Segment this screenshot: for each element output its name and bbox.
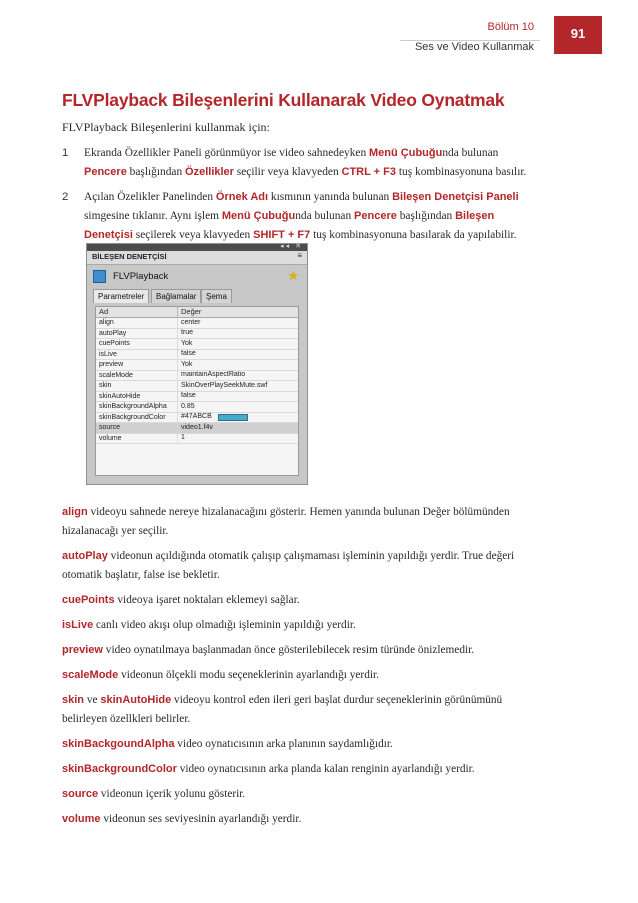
panel-tabs	[93, 289, 307, 303]
step-text-part: başlığından	[396, 210, 456, 222]
param-name: source	[96, 423, 178, 433]
description-keyword: skinBackgoundAlpha	[62, 738, 175, 750]
step-text-part: nda bulunan	[442, 147, 499, 159]
panel-menu-icon[interactable]: ≡	[297, 251, 302, 260]
param-value[interactable]: false	[181, 350, 196, 358]
step-text-part: tuş kombinasyonuna basılarak da yapılabilir.	[310, 229, 517, 241]
step-highlight: Örnek Adı	[215, 191, 269, 203]
step-highlight: Pencere	[354, 210, 397, 222]
description-item	[62, 616, 550, 635]
step-text-part: tuş kombinasyonuna basılır.	[396, 166, 527, 178]
column-header-value: Değer	[181, 307, 202, 316]
description-item	[62, 547, 550, 585]
chapter-subtitle: Ses ve Video Kullanmak	[414, 41, 534, 53]
description-keyword: skinBackgroundColor	[62, 763, 177, 775]
param-value[interactable]: true	[181, 329, 194, 337]
section-title: FLVPlayback Bileşenlerini Kullanarak Video Oynatmak	[62, 90, 505, 110]
description-keyword: skin	[62, 694, 85, 706]
param-name: skinBackgroundAlpha	[96, 402, 178, 412]
color-swatch[interactable]	[218, 414, 248, 421]
header-divider	[400, 40, 540, 41]
param-value[interactable]: maintainAspectRatio	[181, 371, 246, 379]
step-text-part: başlığından	[126, 166, 186, 178]
step-highlight: Özellikler	[185, 166, 234, 178]
step-number: 2	[62, 191, 69, 203]
step-highlight: SHIFT + F7	[253, 229, 311, 241]
param-name: autoPlay	[96, 329, 178, 339]
description-item	[62, 641, 550, 660]
step-item	[62, 188, 542, 245]
description-item	[62, 735, 550, 754]
param-name: skinBackgroundColor	[96, 413, 178, 423]
description-text: videoyu sahnede nereye hizalanacağını gösterir. Hemen yanında bulunan Değer bölümünden hizalanacağı yer seçilir.	[62, 506, 510, 537]
description-item	[62, 591, 550, 610]
param-value[interactable]: false	[181, 392, 196, 400]
description-keyword: align	[62, 506, 88, 518]
table-row[interactable]	[96, 371, 298, 382]
step-highlight: Bileşen Denetçisi Paneli	[392, 191, 519, 203]
param-value[interactable]: video1.f4v	[181, 423, 213, 431]
table-row[interactable]	[96, 381, 298, 392]
tab-parameters[interactable]: Parametreler	[93, 289, 149, 303]
step-text-part: simgesine tıklanır. Aynı işlem	[84, 210, 222, 222]
component-name: FLVPlayback	[113, 271, 169, 282]
description-text: video oynatıcısının arka planda kalan renginin ayarlandığı yerdir.	[176, 763, 475, 775]
description-text: videonun ölçekli modu seçeneklerinin ayarlandığı yerdir.	[118, 669, 379, 681]
step-highlight: Bileşen Denetçisi	[84, 210, 495, 241]
table-row[interactable]	[96, 402, 298, 413]
table-row[interactable]	[96, 339, 298, 350]
step-highlight: Menü Çubuğu	[221, 210, 296, 222]
description-keyword: autoPlay	[62, 550, 108, 562]
step-number: 1	[62, 147, 69, 159]
param-value[interactable]: SkinOverPlaySeekMute.swf	[181, 381, 268, 389]
param-value[interactable]: 0.85	[181, 402, 195, 410]
param-value[interactable]: Yok	[181, 339, 193, 347]
description-item	[62, 691, 550, 729]
step-text-part: seçilir veya klavyeden	[233, 166, 342, 178]
step-text-part: Açılan Özelikler Panelinden	[84, 191, 216, 203]
page-number: 91	[554, 16, 602, 54]
description-text: videonun ses seviyesinin ayarlandığı yerdir.	[100, 813, 302, 825]
step-highlight: Pencere	[84, 166, 127, 178]
param-value[interactable]	[178, 413, 298, 423]
steps-list	[62, 144, 542, 251]
description-item	[62, 810, 550, 829]
help-icon[interactable]: ★	[287, 268, 299, 283]
step-item	[62, 144, 542, 182]
panel-title: BİLEŞEN DENETÇİSİ	[92, 252, 167, 261]
param-name: skin	[96, 381, 178, 391]
param-name: volume	[96, 434, 178, 444]
description-text: canlı video akışı olup olmadığı işleminin yapıldığı yerdir.	[93, 619, 356, 631]
component-inspector-panel	[86, 243, 308, 485]
table-row[interactable]	[96, 434, 298, 445]
description-keyword: skinAutoHide	[100, 694, 172, 706]
table-header	[96, 307, 298, 318]
column-header-name: Ad	[96, 307, 178, 317]
step-text	[84, 188, 542, 245]
collapse-icon[interactable]: ◂◂ ✕	[280, 243, 303, 250]
step-text-part: seçilerek veya klavyeden	[132, 229, 254, 241]
param-name: preview	[96, 360, 178, 370]
table-row[interactable]	[96, 318, 298, 329]
description-keyword: scaleMode	[62, 669, 119, 681]
param-value[interactable]: Yok	[181, 360, 193, 368]
component-icon	[93, 270, 106, 283]
description-keyword: volume	[62, 813, 101, 825]
step-text-part: Ekranda Özellikler Paneli görünmüyor ise video sahnedeyken	[84, 147, 369, 159]
parameters-table	[95, 306, 299, 476]
step-text	[84, 144, 542, 182]
description-text: video oynatıcısının arka planının saydamlığıdır.	[174, 738, 393, 750]
description-connector: ve	[84, 694, 101, 706]
description-keyword: preview	[62, 644, 103, 656]
intro-text: FLVPlayback Bileşenlerini kullanmak için:	[62, 120, 270, 134]
step-text-part: nda bulunan	[295, 210, 355, 222]
step-text-part: kısmının yanında bulunan	[268, 191, 393, 203]
param-name: align	[96, 318, 178, 328]
description-item	[62, 503, 550, 541]
panel-titlebar	[87, 251, 307, 265]
panel-topbar	[87, 244, 307, 251]
param-value[interactable]: 1	[181, 434, 185, 442]
description-keyword: isLive	[62, 619, 94, 631]
param-name: scaleMode	[96, 371, 178, 381]
description-text: videonun açıldığında otomatik çalışıp çalışmaması işleminin yapıldığı yerdir. True değeri otomatik başlatır, false ise bekletir.	[62, 550, 515, 581]
description-item	[62, 785, 550, 804]
table-row[interactable]	[96, 350, 298, 361]
tab-schema[interactable]: Şema	[201, 289, 232, 303]
param-value[interactable]: center	[181, 318, 201, 326]
component-header	[87, 265, 307, 289]
step-highlight: Menü Çubuğu	[369, 147, 443, 159]
description-item	[62, 666, 550, 685]
table-row[interactable]	[96, 423, 298, 434]
param-name: isLive	[96, 350, 178, 360]
description-item	[62, 760, 550, 779]
description-text: videoyu kontrol eden ileri geri başlat durdur seçeneklerinin görünümünü belirleyen özellkleri belirler.	[62, 694, 503, 725]
param-name: skinAutoHide	[96, 392, 178, 402]
table-row[interactable]	[96, 413, 298, 424]
parameter-descriptions	[62, 503, 550, 835]
description-text: videoya işaret noktaları eklemeyi sağlar.	[114, 594, 300, 606]
tab-bindings[interactable]: Bağlamalar	[151, 289, 201, 303]
table-row[interactable]	[96, 392, 298, 403]
description-text: video oynatılmaya başlanmadan önce gösterilebilecek resim türünde önizlemedir.	[102, 644, 475, 656]
table-row[interactable]	[96, 360, 298, 371]
description-keyword: source	[62, 788, 99, 800]
running-header	[415, 20, 534, 54]
description-text: videonun içerik yolunu gösterir.	[98, 788, 246, 800]
color-value-text: #47ABCB	[181, 413, 212, 421]
chapter-label: Bölüm 10	[487, 21, 534, 33]
description-keyword: cuePoints	[62, 594, 115, 606]
table-row[interactable]	[96, 329, 298, 340]
step-highlight: CTRL + F3	[341, 166, 397, 178]
param-name: cuePoints	[96, 339, 178, 349]
